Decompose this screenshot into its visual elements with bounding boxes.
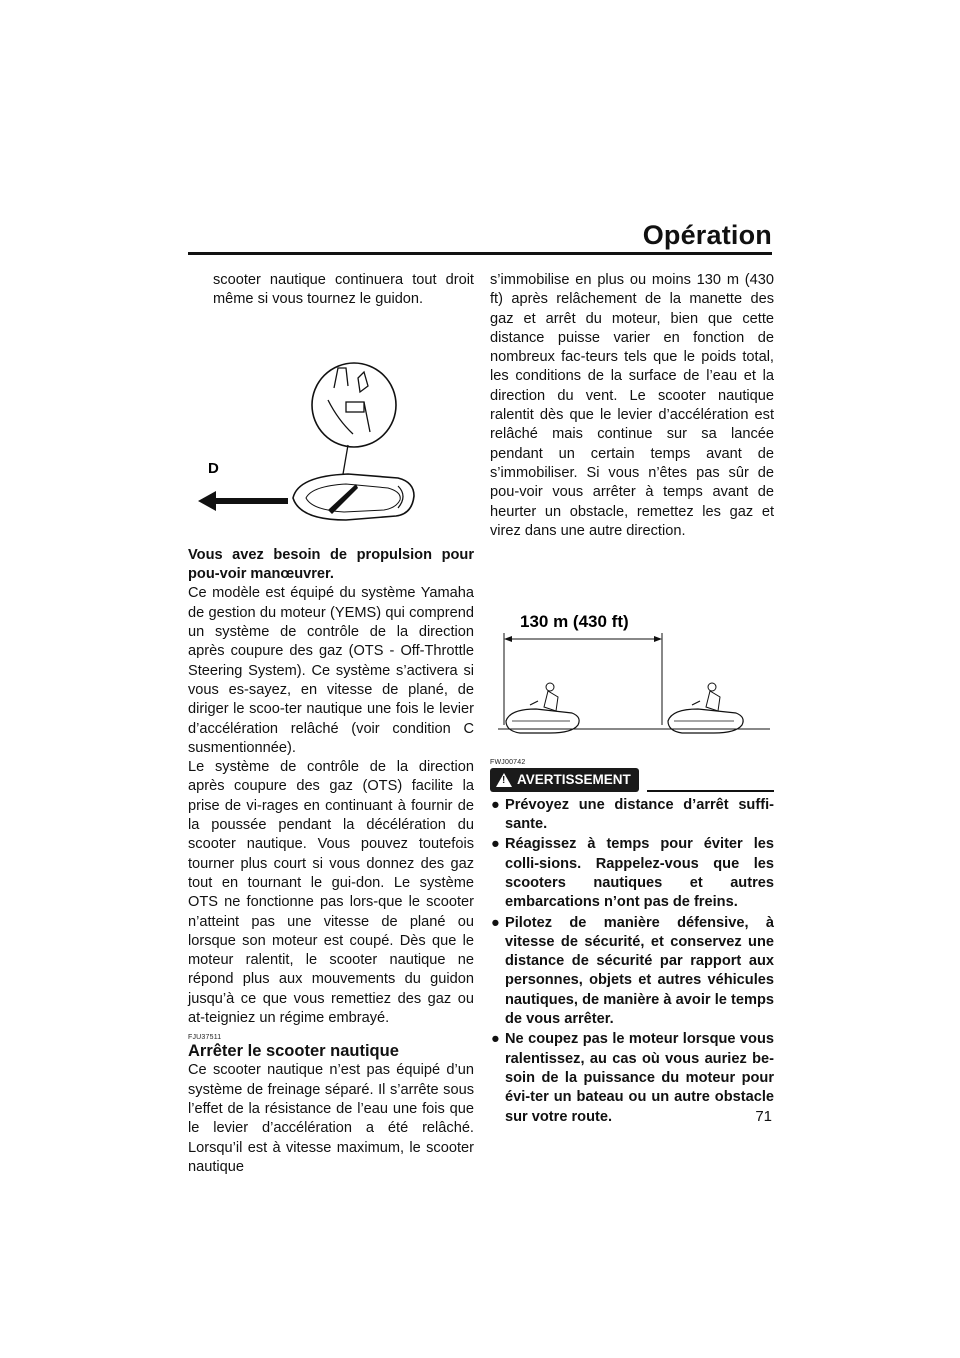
bullet-icon: ● — [491, 836, 500, 853]
stopping-paragraph: Ce scooter nautique n’est pas équipé d’un système de freinage séparé. Il s’arrête sous l’effet de la résistance de l’eau une fois que le levier d’accélération a été relâché. Lorsqu’il est à vitesse maximum, le scooter nautique — [188, 1062, 474, 1175]
warning-item: ● Prévoyez une distance d’arrêt suffi-sante. — [491, 796, 774, 833]
warning-item: ● Pilotez de manière défensive, à vitesse de sécurité, et conservez une distance de sécurité par rapport aux personnes, objets et autres véhicules nautiques, de manière à avoir le temps de vous arrêter. — [491, 914, 774, 1028]
warning-item: ● Ne coupez pas le moteur lorsque vous ralentissez, au cas où vous auriez be-soin de la puissance du moteur pour évi-ter un bateau ou un autre obstacle sur votre route. — [491, 1031, 774, 1125]
bullet-icon: ● — [491, 1031, 500, 1048]
fig1-label: D — [208, 459, 219, 477]
ots-paragraph-1: Ce modèle est équipé du système Yamaha de gestion du moteur (YEMS) qui comprend un système de contrôle de la direction après coupure des gaz (OTS - Off-Throttle Steering System). Ce système s’activera si vous es-sayez, en vitesse de plané, de diriger le scoo-ter nautique une fois le levier d’accélération relâché (voir condition C susmentionnée). — [188, 585, 474, 756]
stopping-paragraph-continued: s’immobilise en plus ou moins 130 m (430 ft) après relâchement de la manette des gaz et arrêt du moteur, bien que cette distance puisse varier en fonction de nombreux fac-teurs tels que le poids total, les conditions de la surface de l’eau et la direction du vent. Le scooter nautique ralentit dès que le levier d’accélération est relâché mais continue sur sa lancée pendant un certain temps avant de s’immobiliser. Si vous n’êtes pas sûr de pou-voir vous arrêter à temps avant de heurter un obstacle, remettez les gaz et virez dans une autre direction. — [490, 272, 774, 539]
right-column — [490, 271, 774, 1128]
ots-paragraph-2: Le système de contrôle de la direction après coupure des gaz (OTS) facilite la prise de vi-rages en continuant à fournir de la poussée pendant la décélération du scooter nautique. Vous pouvez toutefois tourner plus court si vous donnez des gaz tout en tournant le gui-don. Le système OTS ne fonctionne pas lors-que le scooter n’atteint pas une vitesse de plané ou lorsque son moteur est coupé. Dès que le moteur ralentit, le scooter nautique ne répond plus aux mouvements du guidon jusqu’à ce que vous remettiez des gaz ou at-teigniez un régime embrayé. — [188, 759, 474, 1027]
warning-item: ● Réagissez à temps pour éviter les colli-sions. Rappelez-vous que les scooters nautiques et autres embarcations n’ont pas de freins. — [491, 836, 774, 911]
page-number: 71 — [755, 1108, 772, 1125]
warning-icon: ! — [496, 773, 512, 787]
section-code: FJU37511 — [188, 1034, 222, 1042]
warning-badge — [490, 768, 639, 791]
propulsion-heading: Vous avez besoin de propulsion pour pou-voir manœuvrer. — [188, 546, 474, 583]
section-title: Arrêter le scooter nautique — [188, 1042, 399, 1061]
warning-list — [490, 796, 774, 1127]
fig2-label: 130 m (430 ft) — [520, 612, 629, 632]
warning-label: AVERTISSEMENT — [517, 772, 631, 788]
stopping-distance-illustration — [490, 541, 774, 751]
warning-code: FWJ00742 — [490, 759, 526, 767]
turning-illustration — [188, 310, 474, 540]
title-rule — [188, 252, 772, 255]
warning-header — [490, 768, 774, 791]
intro-continuation: scooter nautique continuera tout droit même si vous tournez le guidon. — [213, 272, 474, 308]
left-column — [188, 271, 474, 1177]
warning-rule — [647, 790, 774, 792]
bullet-icon: ● — [491, 796, 500, 813]
page-title: Opération — [642, 220, 772, 250]
bullet-icon: ● — [491, 914, 500, 931]
